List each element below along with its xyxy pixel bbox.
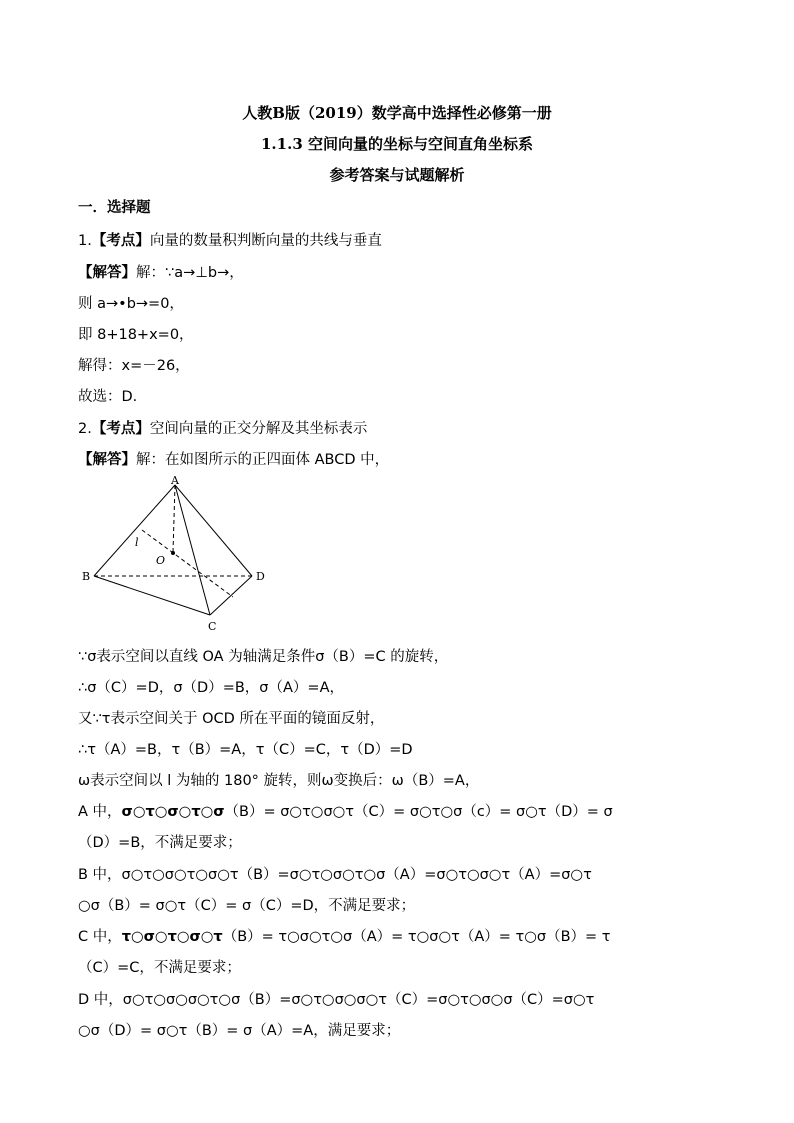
q2-number: 2. [78,421,92,437]
label-a: A [171,474,179,487]
doc-title-line2: 1.1.3 空间向量的坐标与空间直角坐标系 [261,135,533,153]
section-title: 一．选择题 [78,200,151,216]
q2-kaodian [78,417,367,438]
q2-step4: ∴τ（A）=B，τ（B）=A，τ（C）=C，τ（D）=D [78,742,413,758]
option-d-line2: ○σ（D）= σ○τ（B）= σ（A）=A，满足要求； [78,1023,401,1039]
option-a-line2: （D）=B，不满足要求； [78,835,242,851]
label-c: C [208,620,217,633]
edge-cd [210,576,252,615]
edge-ad [175,485,252,576]
q2-jieda-tag: 【解答】 [78,452,136,468]
option-a-rest: （B）= σ○τ○σ○τ（C）= σ○τ○σ（c）= σ○τ（D）= σ [224,804,613,820]
option-a-line1 [78,800,613,821]
q2-step1: ∵σ表示空间以直线 OA 为轴满足条件σ（B）=C 的旋转， [78,649,449,665]
option-a-composition: σ○τ○σ○τ○σ [121,804,225,820]
q1-line4: 解得：x=－26， [78,358,190,374]
q2-step2: ∴σ（C）=D，σ（D）=B，σ（A）=A， [78,680,344,696]
q2-kaodian-text: 空间向量的正交分解及其坐标表示 [149,421,368,437]
option-c-line2: （C）=C，不满足要求； [78,960,241,976]
q1-jieda [78,261,244,282]
edge-bc [94,576,210,615]
q1-line2: 则 a→•b→=0， [78,296,184,312]
q1-jieda-tag: 【解答】 [78,265,136,281]
axis-oa [173,485,175,552]
q2-intro: 解：在如图所示的正四面体 ABCD 中， [136,452,390,468]
option-a-prefix: A 中， [78,804,122,820]
q2-jieda [78,448,389,469]
doc-title-line1: 人教B版（2019）数学高中选择性必修第一册 [242,104,552,122]
label-o: O [156,554,166,567]
q1-number: 1. [78,233,92,249]
option-b-line2: ○σ（B）= σ○τ（C）= σ（C）=D，不满足要求； [78,898,416,914]
option-d-line1: D 中，σ○τ○σ○σ○τ○σ（B）=σ○τ○σ○σ○τ（C）=σ○τ○σ○σ（C）=σ○τ [78,992,595,1008]
q1-kaodian-text: 向量的数量积判断向量的共线与垂直 [149,233,382,249]
tetrahedron-figure [78,470,278,635]
q1-kaodian-tag: 【考点】 [91,233,150,249]
option-c-composition: τ○σ○τ○σ○τ [121,929,223,945]
q1-line5: 故选：D. [78,389,138,405]
label-l: l [135,536,139,549]
option-c-prefix: C 中， [78,929,122,945]
q1-kaodian [78,229,382,250]
option-c-line1 [78,925,611,946]
edge-ac [175,485,210,615]
label-d: D [256,570,265,583]
q2-step3: 又∵τ表示空间关于 OCD 所在平面的镜面反射， [78,711,385,727]
doc-title-line3: 参考答案与试题解析 [329,166,465,184]
q2-step5: ω表示空间以 l 为轴的 180° 旋转，则ω变换后：ω（B）=A， [78,773,480,789]
option-c-rest: （B）= τ○σ○τ○σ（A）= τ○σ○τ（A）= τ○σ（B）= τ [222,929,611,945]
q1-line1: 解：∵a→⊥b→， [136,265,244,281]
q1-line3: 即 8+18+x=0， [78,327,194,343]
option-b-line1: B 中，σ○τ○σ○τ○σ○τ（B）=σ○τ○σ○τ○σ（A）=σ○τ○σ○τ（A）=σ○τ [78,867,592,883]
q2-kaodian-tag: 【考点】 [91,421,150,437]
label-b: B [82,570,91,583]
point-o [171,551,175,555]
